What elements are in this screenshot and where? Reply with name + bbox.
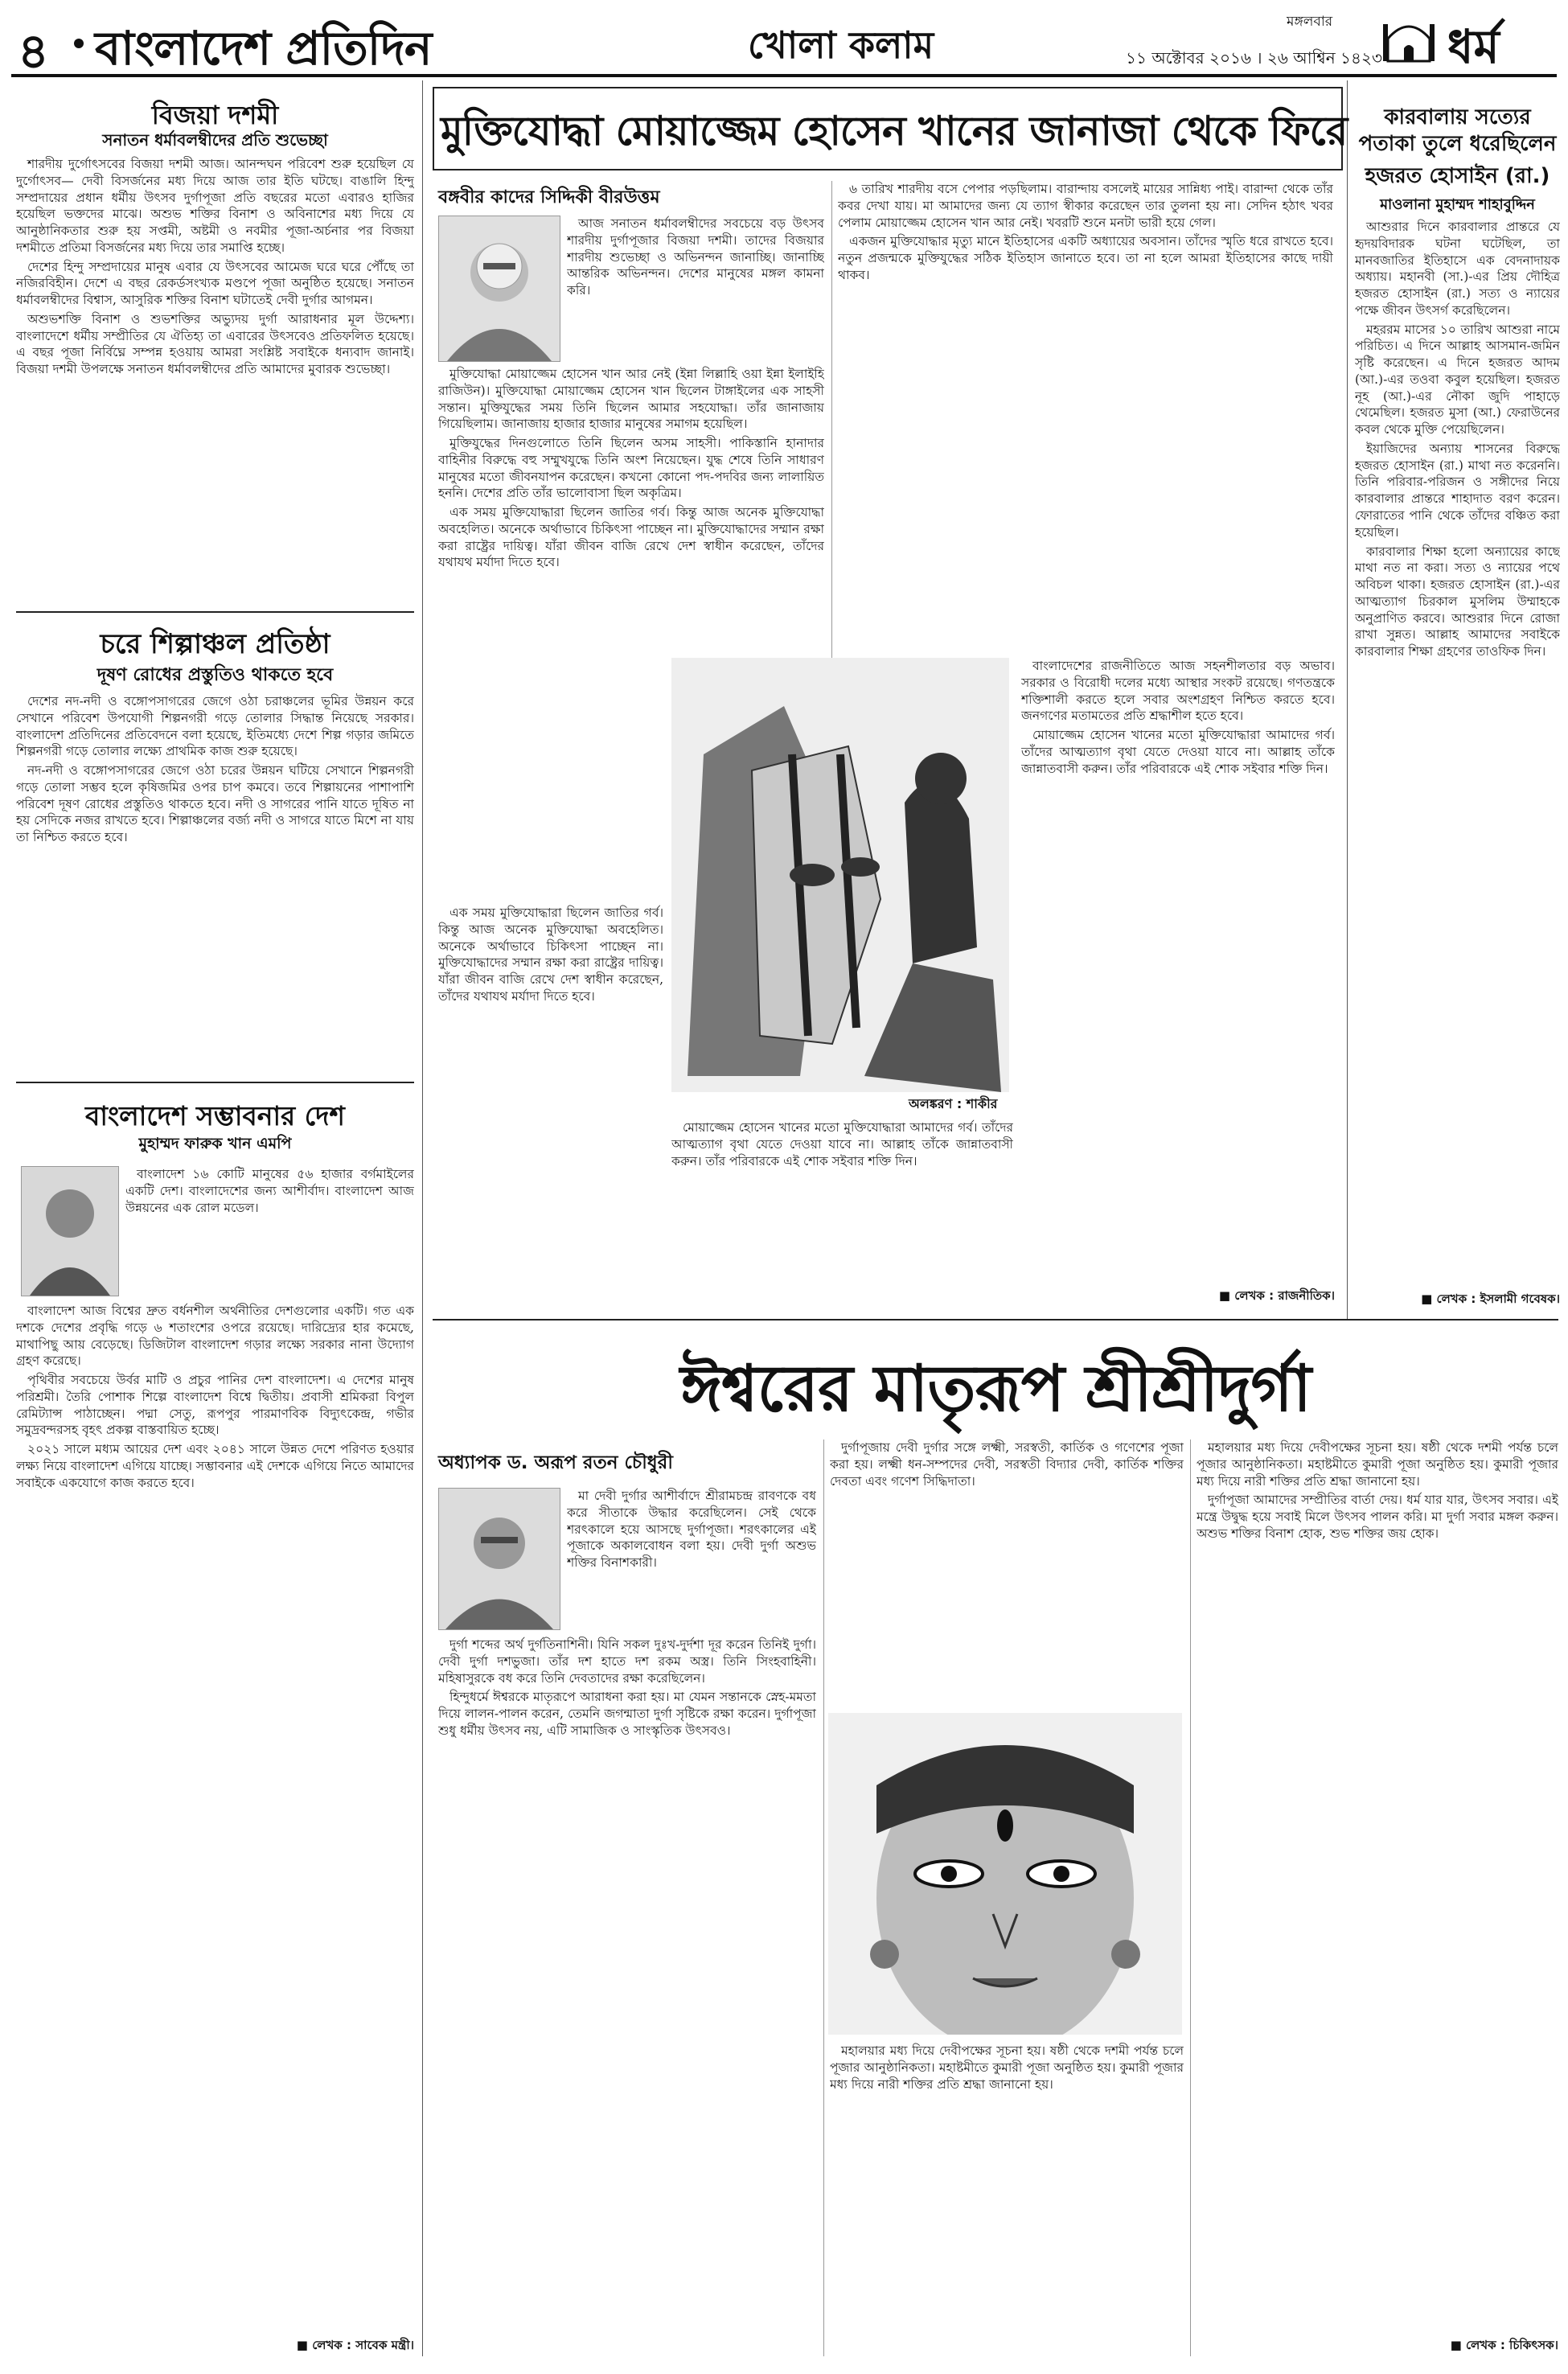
bijoya-title: বিজয়া দশমী <box>151 100 279 130</box>
chor-paragraph: নদ-নদী ও বঙ্গোপসাগরের জেগে ওঠা চরের উন্নয়ন ঘটিয়ে সেখানে শিল্পনগরী গড়ে তোলা সম্ভব হলে কৃষিজমির ওপর চাপ কমবে। তবে শিল্পায়নের পাশাপাশি পরিবেশ দূষণ রোধের প্রস্তুতিও থাকতে হবে। নদী ও সাগরের পানি যাতে দূষিত না হয় সেদিকে নজর রাখতে হবে। শিল্পাঞ্চলের বর্জ্য নদী ও সাগরে যাতে মিশে না যায় তা নিশ্চিত করতে হবে। <box>16 763 414 845</box>
main-paragraph: বাংলাদেশের রাজনীতিতে আজ সহনশীলতার বড় অভাব। সরকার ও বিরোধী দলের মধ্যে আস্থার সংকট রয়েছে। গণতন্ত্রকে শক্তিশালী করতে হলে সবার অংশগ্রহণ নিশ্চিত করতে হবে। জনগণের মতামতের প্রতি শ্রদ্ধাশীল হতে হবে। <box>1021 659 1335 724</box>
karbala-body <box>1355 219 1560 1284</box>
sombhabona-footnote: ■ লেখক : সাবেক মন্ত্রী। <box>296 2338 414 2352</box>
chor-paragraph: দেশের নদ-নদী ও বঙ্গোপসাগরের জেগে ওঠা চরাঞ্চলের ভূমির উন্নয়ন করে সেখানে পরিবেশ উপযোগী শিল্পনগরী গড়ে তোলার সিদ্ধান্ত নিয়েছে সরকার। বাংলাদেশ প্রতিদিনের প্রতিবেদনে বলা হয়েছে, ইতিমধ্যে দেশে শিল্প গড়ার জমিতে শিল্পনগরী গড়ে তোলার লক্ষ্যে প্রাথমিক কাজ শুরু হয়েছে। <box>16 694 414 759</box>
durga-body-top <box>567 1488 816 1629</box>
main-paragraph: আজ সনাতন ধর্মাবলম্বীদের সবচেয়ে বড় উৎসব শারদীয় দুর্গাপূজার বিজয়া দশমী। তাদের বিজয়ার শারদীয় শুভেচ্ছা ও অভিনন্দন জানাচ্ছি। জানাচ্ছি আন্তরিক অভিনন্দন। দেশের মানুষের মঙ্গল কামনা করি। <box>567 216 824 298</box>
chor-subtitle: দূষণ রোধের প্রস্তুতিও থাকতে হবে <box>96 665 334 685</box>
column-rule-right <box>1347 80 1348 1319</box>
author-photo <box>21 1166 119 1296</box>
main-illustration <box>671 658 1009 1092</box>
masthead-divider <box>11 74 1557 77</box>
main-author-photo <box>438 216 560 362</box>
mosque-icon <box>1380 6 1438 63</box>
bijoya-body <box>16 156 414 606</box>
karbala-title-2: হজরত হোসাইন (রা.) <box>1365 164 1550 188</box>
bijoya-subtitle: সনাতন ধর্মাবলম্বীদের প্রতি শুভেচ্ছা <box>102 130 328 150</box>
main-footnote: ■ লেখক : রাজনীতিক। <box>1218 1288 1335 1303</box>
main-body-col1-bottom <box>438 905 663 1307</box>
date-label: ১১ অক্টোবর ২০১৬ । ২৬ আশ্বিন ১৪২৩ <box>1126 48 1382 68</box>
sombhabona-paragraph: ২০২১ সালে মধ্যম আয়ের দেশ এবং ২০৪১ সালে উন্নত দেশে পরিণত হওয়ার লক্ষ্য নিয়ে বাংলাদেশ এগিয়ে যাচ্ছে। সম্ভাবনার এই দেশকে এগিয়ে নিতে আমাদের সবাইকে একযোগে কাজ করতে হবে। <box>16 1442 414 1490</box>
sombhabona-body-top <box>125 1166 414 1295</box>
sombhabona-paragraph: বাংলাদেশ আজ বিশ্বের দ্রুত বর্ধনশীল অর্থনীতির দেশগুলোর একটি। গত এক দশকে দেশের প্রবৃদ্ধি গড়ে ৬ শতাংশের ওপরে রয়েছে। দারিদ্র্যের হার কমেছে, মাথাপিছু আয় বেড়েছে। ডিজিটাল বাংলাদেশ গড়ার লক্ষ্যে সরকার নানা উদ্যোগ গ্রহণ করেছে। <box>16 1304 414 1369</box>
bijoya-paragraph: শারদীয় দুর্গোৎসবের বিজয়া দশমী আজ। আনন্দঘন পরিবেশ শুরু হয়েছিল যে দুর্গোৎসব— দেবী বিসর্জনের মধ্য দিয়ে আজ তার ইতি ঘটছে। বাঙালি হিন্দু সম্প্রদায়ের প্রধান ধর্মীয় উৎসব দুর্গাপূজা প্রতি বছরের মতো এবারও হাজির হয়েছিল ভক্তদের মাঝে। অশুভ শক্তির বিনাশ ও অবিনাশের মধ্য দিয়ে যে আনুষ্ঠানিকতার শুরু হয় সপ্তমী, অষ্টমী ও নবমীর পূজা-অর্চনার পর বিজয়া দশমীতে প্রতিমা বিসর্জনের মধ্য দিয়ে তার সমাপ্তি হচ্ছে। <box>16 157 414 255</box>
main-paragraph: ৬ তারিখ শারদীয় বসে পেপার পড়ছিলাম। বারান্দায় বসলেই মায়ের সান্নিধ্য পাই। বারান্দা থেকে তাঁর কবর দেখা যায়। মা আমাদের জন্য যে ত্যাগ স্বীকার করেছেন তার তুলনা হয় না। সেদিন হঠাৎ খবর পেলাম মোয়াজ্জেম হোসেন খান আর নেই। খবরটি শুনে মনটা ভারী হয়ে গেল। <box>838 182 1333 230</box>
main-author: বঙ্গবীর কাদের সিদ্দিকী বীরউত্তম <box>438 187 660 207</box>
divider <box>16 1082 414 1083</box>
paper-name: বাংলাদেশ প্রতিদিন <box>95 21 432 76</box>
inner-rule <box>1190 1440 1191 2356</box>
main-paragraph: এক সময় মুক্তিযোদ্ধারা ছিলেন জাতির গর্ব। কিন্তু আজ অনেক মুক্তিযোদ্ধা অবহেলিত। অনেকে অর্থাভাবে চিকিৎসা পাচ্ছেন না। মুক্তিযোদ্ধাদের সম্মান রক্ষা করা রাষ্ট্রের দায়িত্ব। যাঁরা জীবন বাজি রেখে দেশ স্বাধীন করেছেন, তাঁদের যথাযথ মর্যাদা দিতে হবে। <box>438 505 824 570</box>
durga-body-col2 <box>830 1440 1184 1705</box>
durga-paragraph: দুর্গাপূজা আমাদের সম্প্রীতির বার্তা দেয়। ধর্ম যার যার, উৎসব সবার। এই মন্ত্রে উদ্বুদ্ধ হয়ে সবাই মিলে উৎসব পালন করি। মা দুর্গা সবার মঙ্গল করুন। অশুভ শক্তির বিনাশ হোক, শুভ শক্তির জয় হোক। <box>1197 1493 1558 1541</box>
sombhabona-body <box>16 1303 414 2316</box>
sombhabona-title: বাংলাদেশ সম্ভাবনার দেশ <box>85 1100 345 1132</box>
durga-author-photo <box>438 1488 560 1630</box>
karbala-paragraph: কারবালার শিক্ষা হলো অন্যায়ের কাছে মাথা নত না করা। সত্য ও ন্যায়ের পথে অবিচল থাকা। হজরত হোসাইন (রা.)-এর আত্মত্যাগ চিরকাল মুসলিম উম্মাহকে অনুপ্রাণিত করবে। আশুরার দিনে রোজা রাখা সুন্নত। আল্লাহ আমাদের সবাইকে কারবালার শিক্ষা গ্রহণের তাওফিক দিন। <box>1355 544 1560 659</box>
durga-paragraph: হিন্দুধর্মে ঈশ্বরকে মাতৃরূপে আরাধনা করা হয়। মা যেমন সন্তানকে স্নেহ-মমতা দিয়ে লালন-পালন করেন, তেমনি জগন্মাতা দুর্গা সৃষ্টিকে রক্ষা করেন। দুর্গাপূজা শুধু ধর্মীয় উৎসব নয়, এটি সামাজিক ও সাংস্কৃতিক উৎসবও। <box>438 1690 816 1738</box>
sombhabona-paragraph: বাংলাদেশ ১৬ কোটি মানুষের ৫৬ হাজার বর্গমাইলের একটি দেশ। বাংলাদেশের জন্য আশীর্বাদ। বাংলাদেশ আজ উন্নয়নের এক রোল মডেল। <box>125 1167 414 1215</box>
karbala-footnote: ■ লেখক : ইসলামী গবেষক। <box>1421 1292 1560 1306</box>
sombhabona-paragraph: পৃথিবীর সবচেয়ে উর্বর মাটি ও প্রচুর পানির দেশ বাংলাদেশ। এ দেশের মানুষ পরিশ্রমী। তৈরি পোশাক শিল্পে বাংলাদেশ বিশ্বে দ্বিতীয়। প্রবাসী শ্রমিকরা বিপুল রেমিট্যান্স পাঠাচ্ছেন। পদ্মা সেতু, রূপপুর পারমাণবিক বিদ্যুৎকেন্দ্র, গভীর সমুদ্রবন্দরসহ বৃহৎ প্রকল্প বাস্তবায়িত হচ্ছে। <box>16 1373 414 1438</box>
karbala-author: মাওলানা মুহাম্মদ শাহাবুদ্দিন <box>1380 196 1535 213</box>
main-paragraph: এক সময় মুক্তিযোদ্ধারা ছিলেন জাতির গর্ব। কিন্তু আজ অনেক মুক্তিযোদ্ধা অবহেলিত। অনেকে অর্থাভাবে চিকিৎসা পাচ্ছেন না। মুক্তিযোদ্ধাদের সম্মান রক্ষা করা রাষ্ট্রের দায়িত্ব। যাঁরা জীবন বাজি রেখে দেশ স্বাধীন করেছেন, তাঁদের যথাযথ মর্যাদা দিতে হবে। <box>438 906 663 1004</box>
main-paragraph: মোয়াজ্জেম হোসেন খানের মতো মুক্তিযোদ্ধারা আমাদের গর্ব। তাঁদের আত্মত্যাগ বৃথা যেতে দেওয়া যাবে না। আল্লাহ তাঁকে জান্নাতবাসী করুন। তাঁর পরিবারকে এই শোক সইবার শক্তি দিন। <box>1021 728 1335 776</box>
durga-paragraph: মহালয়ার মধ্য দিয়ে দেবীপক্ষের সূচনা হয়। ষষ্ঠী থেকে দশমী পর্যন্ত চলে পূজার আনুষ্ঠানিকতা। মহাষ্টমীতে কুমারী পূজা অনুষ্ঠিত হয়। কুমারী পূজার মধ্য দিয়ে নারী শক্তির প্রতি শ্রদ্ধা জানানো হয়। <box>1197 1440 1558 1489</box>
durga-image <box>828 1713 1182 2035</box>
chor-body <box>16 693 414 1071</box>
inner-rule <box>823 1440 824 2356</box>
bijoya-paragraph: দেশের হিন্দু সম্প্রদায়ের মানুষ এবার যে উৎসবের আমেজ ঘরে ঘরে পৌঁছে তা নজিরবিহীন। দেশে এ বছর রেকর্ডসংখ্যক মণ্ডপে পূজা অনুষ্ঠিত হয়েছে। সনাতন ধর্মাবলম্বীদের বিশ্বাস, আসুরিক শক্তির বিনাশ ঘটাতেই দেবী দুর্গার আগমন। <box>16 259 414 308</box>
bijoya-paragraph: অশুভশক্তি বিনাশ ও শুভশক্তির অভ্যুদয় দুর্গা আরাধনার মূল উদ্দেশ্য। বাংলাদেশে ধর্মীয় সম্প্রীতির যে ঐতিহ্য তা এবারের উৎসবেও প্রতিফলিত হয়েছে। এ বছর পূজা নির্বিঘ্নে সম্পন্ন হওয়ায় আমরা সংশ্লিষ্ট সবাইকে ধন্যবাদ জানাই। বিজয়া দশমী উপলক্ষে সনাতন ধর্মাবলম্বীদের প্রতি আমাদের মুবারক শুভেচ্ছা। <box>16 311 414 377</box>
karbala-title: কারবালায় সত্যের পতাকা তুলে ধরেছিলেন <box>1358 105 1557 156</box>
main-body-col1-top <box>567 216 824 360</box>
karbala-paragraph: আশুরার দিনে কারবালার প্রান্তরে যে হৃদয়বিদারক ঘটনা ঘটেছিল, তা মানবজাতির ইতিহাসে এক বেদনাদায়ক অধ্যায়। মহানবী (সা.)-এর প্রিয় দৌহিত্র হজরত হোসাইন (রা.) সত্য ও ন্যায়ের পক্ষে জীবন উৎসর্গ করেছিলেন। <box>1355 220 1560 318</box>
divider <box>16 611 414 613</box>
main-headline: মুক্তিযোদ্ধা মোয়াজ্জেম হোসেন খানের জানাজা থেকে ফিরে <box>441 108 1348 154</box>
durga-paragraph: দুর্গা শব্দের অর্থ দুর্গতিনাশিনী। যিনি সকল দুঃখ-দুর্দশা দূর করেন তিনিই দুর্গা। দেবী দুর্গা দশভুজা। তাঁর দশ হাতে দশ রকম অস্ত্র। তিনি সিংহবাহিনী। মহিষাসুরকে বধ করে তিনি দেবতাদের রক্ষা করেছিলেন। <box>438 1637 816 1686</box>
section-title: খোলা কলাম <box>748 23 934 67</box>
religion-section-title: ধর্ম <box>1447 19 1500 74</box>
main-paragraph: মোয়াজ্জেম হোসেন খানের মতো মুক্তিযোদ্ধারা আমাদের গর্ব। তাঁদের আত্মত্যাগ বৃথা যেতে দেওয়া যাবে না। আল্লাহ তাঁকে জান্নাতবাসী করুন। তাঁর পরিবারকে এই শোক সইবার শক্তি দিন। <box>671 1120 1013 1169</box>
sombhabona-author: মুহাম্মদ ফারুক খান এমপি <box>138 1135 292 1152</box>
illustration-caption: অলঙ্করণ : শাকীর <box>909 1096 998 1111</box>
bullet-icon <box>74 39 84 48</box>
main-body-col2 <box>838 181 1333 647</box>
day-label: মঙ্গলবার <box>1287 14 1333 30</box>
column-rule-left <box>422 80 423 2356</box>
durga-author: অধ্যাপক ড. অরূপ রতন চৌধুরী <box>438 1452 673 1473</box>
durga-paragraph: দুর্গাপূজায় দেবী দুর্গার সঙ্গে লক্ষ্মী, সরস্বতী, কার্তিক ও গণেশের পূজা করা হয়। লক্ষ্মী ধন-সম্পদের দেবী, সরস্বতী বিদ্যার দেবী, কার্তিক শক্তির দেবতা এবং গণেশ সিদ্ধিদাতা। <box>830 1440 1184 1489</box>
durga-paragraph: মহালয়ার মধ্য দিয়ে দেবীপক্ষের সূচনা হয়। ষষ্ঠী থেকে দশমী পর্যন্ত চলে পূজার আনুষ্ঠানিকতা। মহাষ্টমীতে কুমারী পূজা অনুষ্ঠিত হয়। কুমারী পূজার মধ্য দিয়ে নারী শক্তির প্রতি শ্রদ্ধা জানানো হয়। <box>830 2043 1184 2092</box>
divider <box>433 1319 1558 1320</box>
chor-title: চরে শিল্পাঞ্চল প্রতিষ্ঠা <box>100 628 330 660</box>
durga-footnote: ■ লেখক : চিকিৎসক। <box>1450 2338 1558 2352</box>
main-paragraph: মুক্তিযুদ্ধের দিনগুলোতে তিনি ছিলেন অসম সাহসী। পাকিস্তানি হানাদার বাহিনীর বিরুদ্ধে বহু সম্মুখযুদ্ধে তিনি অংশ নিয়েছেন। যুদ্ধ শেষে তিনি সাধারণ মানুষের মতো জীবনযাপন করেছেন। কখনো কোনো পদ-পদবির জন্য লালায়িত হননি। দেশের প্রতি তাঁর ভালোবাসা ছিল অকৃত্রিম। <box>438 436 824 501</box>
durga-body-col1 <box>438 1637 816 2356</box>
durga-body-col3 <box>1197 1440 1558 2332</box>
main-paragraph: একজন মুক্তিযোদ্ধার মৃত্যু মানে ইতিহাসের একটি অধ্যায়ের অবসান। তাঁদের স্মৃতি ধরে রাখতে হবে। নতুন প্রজন্মকে মুক্তিযুদ্ধের সঠিক ইতিহাস জানাতে হবে। তা না হলে আমরা ইতিহাসের কাছে দায়ী থাকব। <box>838 234 1333 282</box>
karbala-paragraph: ইয়াজিদের অন্যায় শাসনের বিরুদ্ধে হজরত হোসাইন (রা.) মাথা নত করেননি। তিনি পরিবার-পরিজন ও সঙ্গীদের নিয়ে কারবালার প্রান্তরে শাহাদাত বরণ করেন। ফোরাতের পানি থেকে তাঁদের বঞ্চিত করা হয়েছিল। <box>1355 441 1560 540</box>
page-number: ৪ <box>18 23 49 80</box>
durga-title: ঈশ্বরের মাতৃরূপ শ্রীশ্রীদুর্গা <box>679 1351 1311 1426</box>
durga-paragraph: মা দেবী দুর্গার আশীর্বাদে শ্রীরামচন্দ্র রাবণকে বধ করে সীতাকে উদ্ধার করেছিলেন। সেই থেকে শরৎকালে হয়ে আসছে দুর্গাপূজা। শরৎকালের এই পূজাকে অকালবোধন বলা হয়। দেবী দুর্গা অশুভ শক্তির বিনাশকারী। <box>567 1489 816 1571</box>
karbala-paragraph: মহররম মাসের ১০ তারিখ আশুরা নামে পরিচিত। এ দিনে আল্লাহ আসমান-জমিন সৃষ্টি করেছেন। এ দিনে হজরত আদম (আ.)-এর তওবা কবুল হয়েছিল। হজরত নূহ (আ.)-এর নৌকা জুদি পাহাড়ে থেমেছিল। হজরত মুসা (আ.) ফেরাউনের কবল থেকে মুক্তি পেয়েছিলেন। <box>1355 322 1560 437</box>
main-paragraph: মুক্তিযোদ্ধা মোয়াজ্জেম হোসেন খান আর নেই (ইন্না লিল্লাহি ওয়া ইন্না ইলাইহি রাজিউন)। মুক্তিযোদ্ধা মোয়াজ্জেম হোসেন খান ছিলেন টাঙ্গাইলের এক সাহসী সন্তান। মুক্তিযুদ্ধের সময় তিনি ছিলেন আমার সহযোদ্ধা। তাঁর জানাজায় গিয়েছিলাম। জানাজায় হাজার হাজার মানুষের সমাগম হয়েছিল। <box>438 367 824 432</box>
durga-body-col2-bottom <box>830 2043 1184 2356</box>
main-body-col2-bottom <box>671 1119 1013 1304</box>
main-body-col3 <box>1021 658 1335 1269</box>
